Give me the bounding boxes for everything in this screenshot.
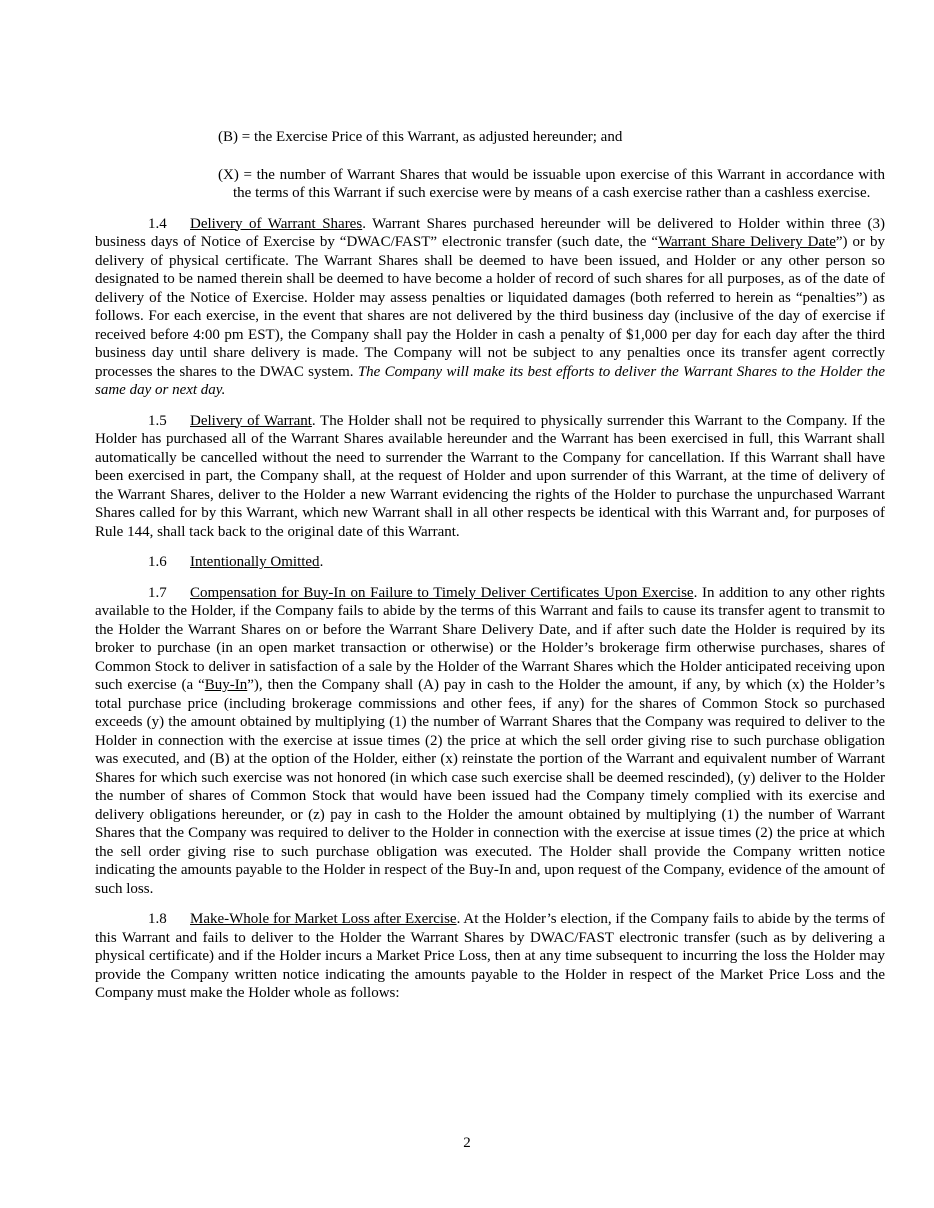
definition-b [95,128,885,147]
text-run: (X) = the number of Warrant Shares that would be issuable upon exercise of this Warrant in accordance with the terms of this Warrant if such exercise were by means of a cash exercise rather than a cashless exercise. [218,166,885,201]
text-run: . The Holder shall not be required to physically surrender this Warrant to the Company. If the Holder has purchased all of the Warrant Shares available hereunder and the Warrant has been exercised in full, this Warrant shall automatically be cancelled without the need to surrender the Warrant to the Company for cancellation. If this Warrant shall have been exercised in part, the Company shall, at the request of Holder and upon surrender of this Warrant, at the time of delivery of the Warrant Shares, deliver to the Holder a new Warrant evidencing the rights of the Holder to purchase the unpurchased Warrant Shares called for by this Warrant, which new Warrant shall in all other respects be identical with this Warrant and, for purposes of Rule 144, shall tack back to the original date of this Warrant. [95,412,885,540]
underlined-text: Warrant Share Delivery Date [658,234,836,250]
underlined-text: Make-Whole for Market Loss after Exercise [190,911,457,927]
text-run: . [319,554,324,570]
underlined-text: Buy-In [204,677,248,693]
section-number: 1.6 [148,554,167,570]
text-run: . In addition to any other rights available to the Holder, if the Company fails to abide by the terms of this Warrant and fails to cause its transfer agent to transmit to the Holder the Warrant Shares on or before the Warrant Share Delivery Date, and if after such date the Holder is required by its broker to purchase (in an open market transaction or otherwise) or the Holder’s brokerage firm otherwise purchases, shares of Common Stock to deliver in satisfaction of a sale by the Holder of the Warrant Shares which the Holder anticipated receiving upon such exercise (a “ [95,584,885,693]
section-number: 1.8 [148,911,167,927]
page-number: 2 [463,1135,471,1151]
section-number: 1.5 [148,412,167,429]
section-number: 1.4 [148,215,167,232]
section-1-4 [95,215,885,400]
text-run: ”), then the Company shall (A) pay in cash to the Holder the amount, if any, by which (x) the Holder’s total purchase price (including brokerage commissions and other fees, if any) for the shares of Common Stock so purchased exceeds (y) the amount obtained by multiplying (1) the number of Warrant Shares that the Company was required to deliver to the Holder in connection with the exercise at issue times (2) the price at which the sell order giving rise to such purchase obligation was executed, and (B) at the option of the Holder, either (x) reinstate the portion of the Warrant and equivalent number of Warrant Shares for which such exercise was not honored (in which case such exercise shall be deemed rescinded), (y) deliver to the Holder the number of shares of Common Stock that would have been issued had the Company timely complied with its exercise and delivery obligations hereunder, or (z) pay in cash to the Holder the amount obtained by multiplying (1) the number of Warrant Shares that the Company was required to deliver to the Holder in connection with the exercise at issue times (2) the price at which the sell order giving rise to such purchase obligation was executed. The Holder shall provide the Company written notice indicating the amounts payable to the Holder in respect of the Buy-In and, upon request of the Company, evidence of the amount of such loss. [95,677,885,897]
section-1-7 [95,584,885,899]
definition-x [95,166,885,203]
text-run: (B) = the Exercise Price of this Warrant, as adjusted hereunder; and [218,129,623,145]
underlined-text: Delivery of Warrant Shares [190,215,363,232]
text-run: . At the Holder’s election, if the Company fails to abide by the terms of this Warrant and fails to deliver to the Holder the Warrant Shares by DWAC/FAST electronic transfer (such as by delivering a physical certificate) and if the Holder incurs a Market Price Loss, then at any time subsequent to incurring the loss the Holder may provide the Company written notice indicating the amounts payable to the Holder in respect of the Market Price Loss and the Company must make the Holder whole as follows: [95,911,885,1001]
underlined-text: Compensation for Buy-In on Failure to Timely Deliver Certificates Upon Exercise [190,584,694,601]
underlined-text: Intentionally Omitted [190,554,320,570]
italic-text: The Company will make its best efforts to deliver the Warrant Shares to the Holder the same day or next day. [95,363,885,398]
section-number: 1.7 [148,584,167,601]
section-1-6 [95,553,885,572]
underlined-text: Delivery of Warrant [190,412,312,429]
page-footer [0,1134,934,1153]
section-1-5 [95,412,885,542]
text-run: ”) or by delivery of physical certificate. The Warrant Shares shall be deemed to have been issued, and Holder or any other person so designated to be named therein shall be deemed to have become a holder of record of such shares for all purposes, as of the date of delivery of the Notice of Exercise. Holder may assess penalties or liquidated damages (both referred to herein as “penalties”) as follows. For each exercise, in the event that shares are not delivered by the third business day (inclusive of the day of exercise if received before 4:00 pm EST), the Company shall pay the Holder in cash a penalty of $1,000 per day for each day after the third business day until share delivery is made. The Company will not be subject to any penalties once its transfer agent correctly processes the shares to the DWAC system. [95,234,886,380]
document-body [95,128,885,1003]
section-1-8 [95,910,885,1003]
text-run: . Warrant Shares purchased hereunder will be delivered to Holder within three (3) business days of Notice of Exercise by “DWAC/FAST” electronic transfer (such date, the “ [95,215,885,250]
